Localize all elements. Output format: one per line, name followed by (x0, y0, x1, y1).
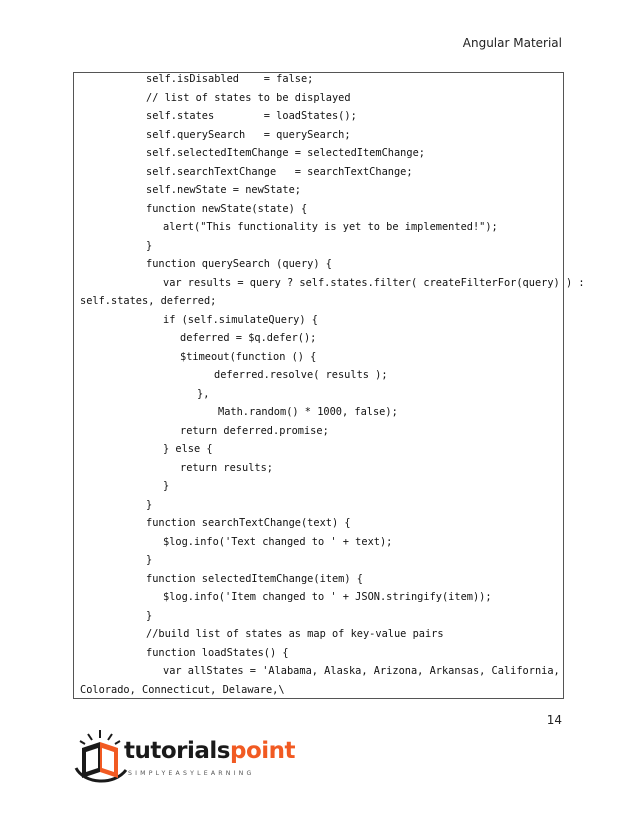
code-line: }, (197, 388, 210, 400)
logo-word-part1: tutorials (124, 738, 230, 764)
code-line: self.states, deferred; (80, 295, 217, 307)
code-line: self.selectedItemChange = selectedItemChange; (146, 147, 425, 159)
code-line: Colorado, Connecticut, Delaware,\ (80, 684, 285, 696)
code-line: var allStates = 'Alabama, Alaska, Arizona, Arkansas, California, (163, 665, 560, 677)
code-line: } (163, 480, 170, 492)
code-line: function loadStates() { (146, 647, 289, 659)
code-line: //build list of states as map of key-value pairs (146, 628, 444, 640)
code-line: $log.info('Item changed to ' + JSON.stringify(item)); (163, 591, 492, 603)
header-title: Angular Material (462, 36, 562, 50)
code-line: return deferred.promise; (180, 425, 329, 437)
logo-mark-icon (70, 726, 130, 790)
code-line: self.querySearch = querySearch; (146, 129, 351, 141)
code-line: // list of states to be displayed (146, 92, 351, 104)
code-line: var results = query ? self.states.filter( createFilterFor(query) ) : (163, 277, 585, 289)
logo-tagline: SIMPLYEASYLEARNING (128, 770, 255, 777)
code-line: function newState(state) { (146, 203, 308, 215)
code-line: $timeout(function () { (180, 351, 317, 363)
code-line: Math.random() * 1000, false); (218, 406, 398, 418)
code-line: $log.info('Text changed to ' + text); (163, 536, 393, 548)
code-line: } (146, 554, 153, 566)
code-line: function selectedItemChange(item) { (146, 573, 363, 585)
code-line: self.isDisabled = false; (146, 73, 314, 85)
code-line: return results; (180, 462, 273, 474)
code-line: deferred = $q.defer(); (180, 332, 317, 344)
code-line: } else { (163, 443, 213, 455)
code-line: } (146, 240, 153, 252)
code-line: function querySearch (query) { (146, 258, 332, 270)
code-line: if (self.simulateQuery) { (163, 314, 318, 326)
page-number: 14 (546, 713, 562, 727)
tutorialspoint-logo (70, 726, 296, 796)
code-line: self.newState = newState; (146, 184, 301, 196)
code-line: deferred.resolve( results ); (214, 369, 388, 381)
code-line: } (146, 499, 153, 511)
code-line: } (146, 610, 153, 622)
logo-wordmark (124, 738, 295, 764)
code-line: self.searchTextChange = searchTextChange; (146, 166, 413, 178)
code-line: self.states = loadStates(); (146, 110, 357, 122)
code-line: alert("This functionality is yet to be implemented!"); (163, 221, 498, 233)
code-line: function searchTextChange(text) { (146, 517, 351, 529)
logo-word-part2: point (230, 738, 296, 764)
